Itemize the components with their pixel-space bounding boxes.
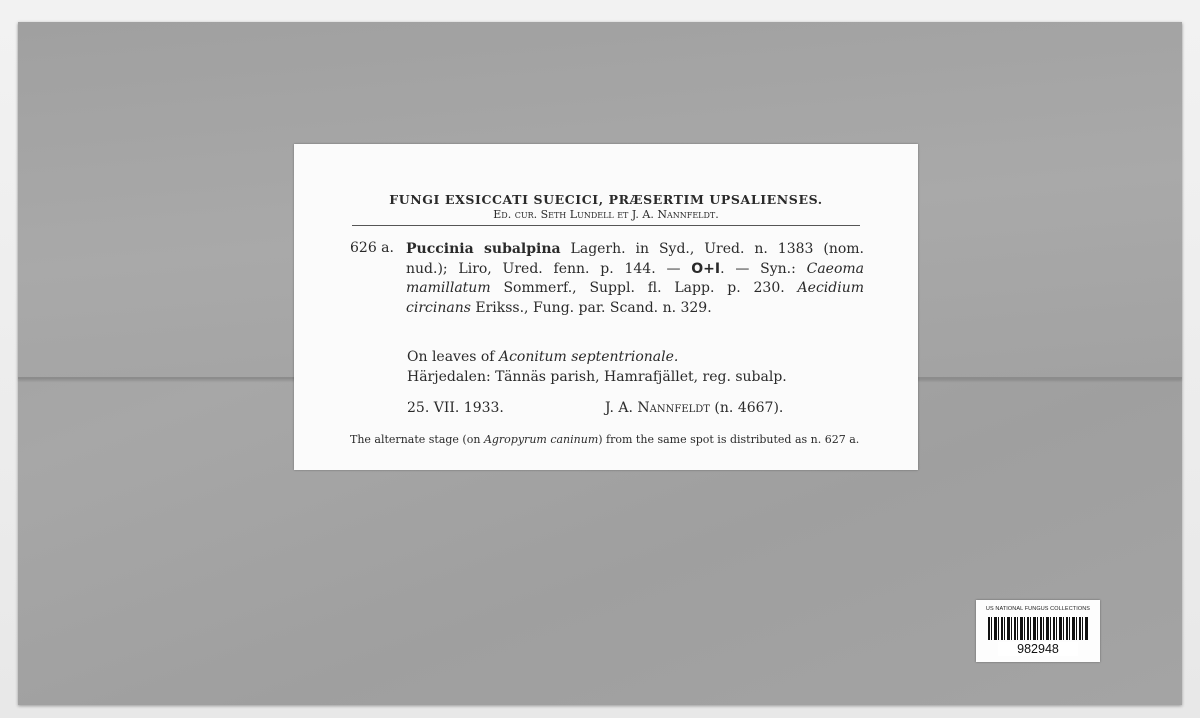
barcode-bars [988, 617, 1088, 640]
entry-text-2: . — Syn.: [720, 260, 807, 277]
spore-stage: O+I [691, 260, 721, 277]
collection-date: 25. VII. 1933. [407, 400, 504, 416]
locality: Härjedalen: Tännäs parish, Hamrafjället, reg. subalp. [407, 369, 787, 385]
note-host: Agropyrum caninum [483, 433, 599, 446]
barcode-number: 982948 [998, 642, 1078, 656]
taxon-entry [406, 240, 864, 318]
collector-name: J. A. Nannfeldt [605, 400, 710, 416]
entry-text-1: Lagerh. in Syd., Ured. n. 1383 (nom. nud.); Liro, Ured. fenn. p. 144. — [406, 241, 864, 277]
note-text-1: The alternate stage (on [350, 433, 484, 446]
exsiccata-number: 626 a. [350, 240, 394, 256]
host-name: Aconitum septentrionale. [498, 349, 679, 365]
collector [605, 400, 783, 416]
distribution-note [350, 433, 860, 447]
barcode-institution: US NATIONAL FUNGUS COLLECTIONS [985, 606, 1091, 612]
label-header-editors: Ed. cur. Seth Lundell et J. A. Nannfeldt. [493, 208, 719, 221]
collector-number: (n. 4667). [709, 400, 784, 416]
synonym-2: Aecidium circinans [406, 280, 864, 316]
synonym-1: Caeoma mamillatum [406, 260, 865, 296]
barcode-label [976, 600, 1100, 662]
host-prefix: On leaves of [407, 349, 499, 365]
note-text-2: ) from the same spot is distributed as n. 627 a. [598, 433, 860, 446]
header-rule [352, 225, 860, 226]
specimen-label [294, 144, 918, 470]
entry-text-3: Sommerf., Suppl. fl. Lapp. p. 230. [490, 280, 798, 296]
label-header-title: FUNGI EXSICCATI SUECICI, PRÆSERTIM UPSALIENSES. [389, 192, 823, 207]
species-name: Puccinia subalpina [406, 241, 561, 257]
host-line [407, 348, 678, 368]
entry-text-4: Erikss., Fung. par. Scand. n. 329. [470, 299, 712, 316]
